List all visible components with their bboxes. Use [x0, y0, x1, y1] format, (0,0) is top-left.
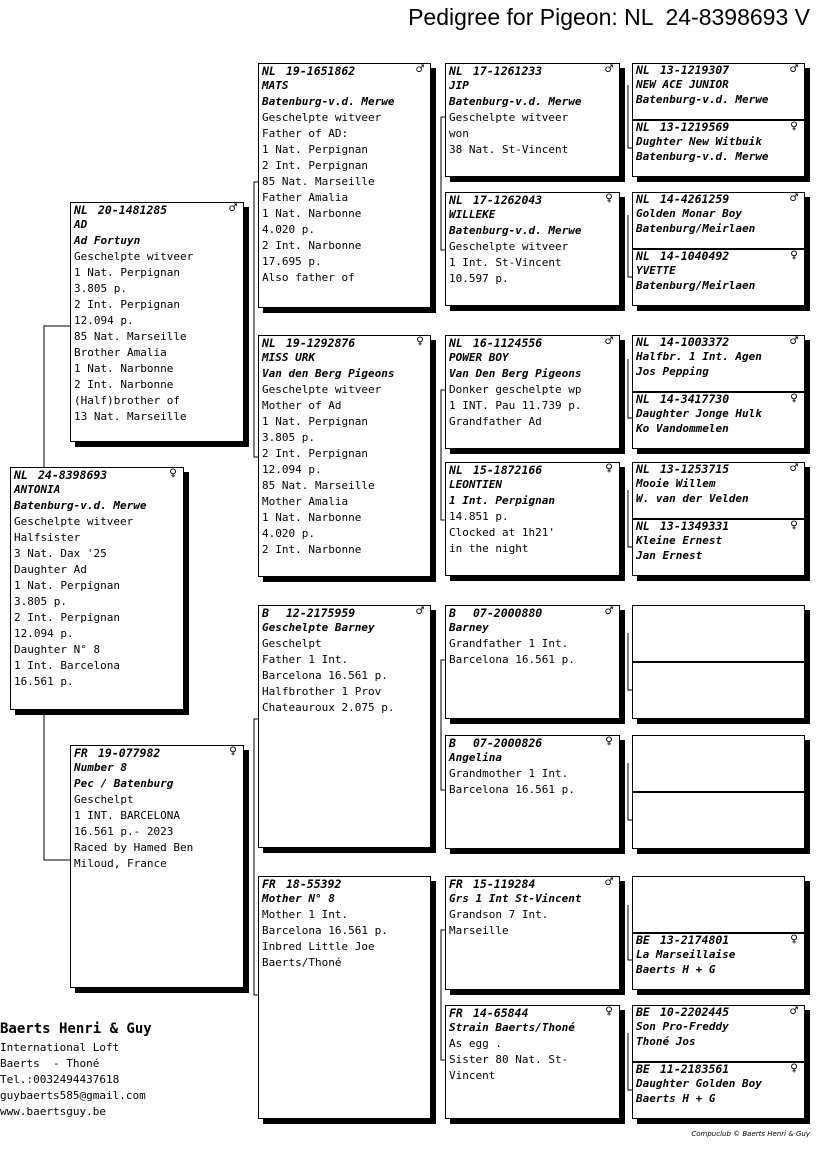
- pigeon-info-line: Batenburg-v.d. Merwe: [14, 499, 147, 512]
- country-code: NL: [636, 392, 650, 406]
- pigeon-card: [632, 1062, 805, 1119]
- pigeon-info-line: 38 Nat. St-Vincent: [449, 143, 569, 156]
- pigeon-card: [632, 120, 805, 177]
- pigeon-info-line: Mother Amalia: [262, 495, 349, 508]
- ring-number: 19-077982: [98, 746, 161, 760]
- pigeon-info-line: Barcelona 16.561 p.: [449, 783, 575, 796]
- pigeon-info-line: LEONTIEN: [449, 478, 502, 491]
- country-code: B: [449, 606, 456, 620]
- pigeon-info-line: 10.597 p.: [449, 272, 509, 285]
- female-icon: ♀: [416, 335, 424, 349]
- male-icon: ♂: [229, 202, 237, 216]
- pigeon-info-line: YVETTE: [636, 264, 676, 277]
- country-code: BE: [636, 1062, 650, 1076]
- pigeon-header: [633, 934, 804, 947]
- pigeon-info-line: Chateauroux 2.075 p.: [262, 701, 395, 714]
- pigeon-card: [70, 202, 244, 442]
- pigeon-card: [258, 335, 431, 577]
- pigeon-info-line: Grs 1 Int St-Vincent: [449, 892, 582, 905]
- pigeon-info-line: Donker geschelpte wp: [449, 383, 582, 396]
- ring-number: 20-1481285: [98, 203, 168, 217]
- pigeon-info-line: La Marseillaise: [636, 948, 736, 961]
- pigeon-info-line: Son Pro-Freddy: [636, 1020, 729, 1033]
- pigeon-card: [258, 63, 431, 308]
- pigeon-card: [632, 519, 805, 576]
- pigeon-info-line: Mother of Ad: [262, 399, 342, 412]
- pigeon-header: [446, 877, 619, 891]
- ring-number: 15-119284: [473, 877, 536, 891]
- ring-number: 14-4261259: [660, 192, 730, 206]
- pigeon-card: [632, 662, 805, 719]
- ring-number: 14-65844: [473, 1006, 529, 1020]
- pigeon-info-line: Geschelpt: [262, 637, 322, 650]
- female-icon: ♀: [605, 462, 613, 476]
- female-icon: ♀: [790, 249, 798, 263]
- pigeon-card: [632, 876, 805, 933]
- pigeon-header: [71, 203, 243, 217]
- country-code: NL: [262, 336, 276, 350]
- pigeon-info-line: 12.094 p.: [262, 463, 322, 476]
- country-code: NL: [74, 203, 88, 217]
- country-code: B: [262, 606, 269, 620]
- pigeon-info-line: Batenburg-v.d. Merwe: [449, 95, 582, 108]
- female-icon: ♀: [605, 1005, 613, 1019]
- pigeon-card: [632, 192, 805, 249]
- country-code: NL: [636, 462, 650, 476]
- female-icon: ♀: [605, 192, 613, 206]
- pigeon-info-line: Batenburg-v.d. Merwe: [262, 95, 395, 108]
- pigeon-info-line: 16.561 p.: [14, 675, 74, 688]
- pigeon-info-line: Daughter Jonge Hulk: [636, 407, 762, 420]
- pigeon-info-line: 1 Nat. Narbonne: [74, 362, 174, 375]
- female-icon: ♀: [169, 467, 177, 481]
- pigeon-info-line: Jan Ernest: [636, 549, 703, 562]
- pigeon-info-line: 3 Nat. Dax '25: [14, 547, 107, 560]
- pigeon-info-line: Kleine Ernest: [636, 534, 723, 547]
- pigeon-info-line: Daughter Ad: [14, 563, 87, 576]
- pigeon-info-line: Grandfather Ad: [449, 415, 542, 428]
- male-icon: ♂: [790, 1005, 798, 1019]
- male-icon: ♂: [416, 63, 424, 77]
- pigeon-info-line: Inbred Little Joe: [262, 940, 375, 953]
- pigeon-info-line: Vincent: [449, 1069, 496, 1082]
- pigeon-info-line: 1 Nat. Perpignan: [262, 415, 368, 428]
- male-icon: ♂: [790, 63, 798, 77]
- pigeon-info-line: Mooie Willem: [636, 477, 716, 490]
- male-icon: ♂: [605, 63, 613, 77]
- pigeon-info-line: 16.561 p.- 2023: [74, 825, 174, 838]
- pigeon-info-line: Number 8: [74, 761, 127, 774]
- male-icon: ♂: [790, 335, 798, 349]
- ring-number: 12-2175959: [286, 606, 356, 620]
- pigeon-info-line: Geschelpt: [74, 793, 134, 806]
- pigeon-card: [445, 876, 620, 990]
- pigeon-info-line: Geschelpte witveer: [74, 250, 194, 263]
- pigeon-card: [632, 735, 805, 792]
- pigeon-info-line: 85 Nat. Marseille: [74, 330, 187, 343]
- ring-number: 13-1253715: [660, 462, 730, 476]
- country-code: FR: [449, 1006, 463, 1020]
- country-code: NL: [636, 249, 650, 263]
- pigeon-info-line: Geschelpte Barney: [262, 621, 375, 634]
- pigeon-info-line: 3.805 p.: [14, 595, 67, 608]
- pigeon-header: [633, 336, 804, 349]
- pigeon-header: [446, 463, 619, 477]
- pigeon-info-line: Batenburg/Meirlaen: [636, 279, 756, 292]
- pigeon-info-line: Batenburg/Meirlaen: [636, 222, 756, 235]
- pigeon-info-line: 2 Int. Narbonne: [74, 378, 174, 391]
- pigeon-card: [258, 876, 431, 1119]
- pigeon-info-line: Ad Fortuyn: [74, 234, 141, 247]
- owner-email[interactable]: guybaerts585@gmail.com: [0, 1089, 146, 1102]
- ring-number: 13-2174801: [660, 933, 730, 947]
- pigeon-info-line: Halfbr. 1 Int. Agen: [636, 350, 762, 363]
- pigeon-info-line: 12.094 p.: [14, 627, 74, 640]
- ring-number: 14-1040492: [660, 249, 730, 263]
- pigeon-info-line: Baerts H + G: [636, 963, 716, 976]
- pigeon-info-line: Father 1 Int.: [262, 653, 349, 666]
- pigeon-info-line: Ko Vandommelen: [636, 422, 729, 435]
- country-code: NL: [449, 64, 463, 78]
- pigeon-info-line: Mother N° 8: [262, 892, 335, 905]
- pigeon-info-line: Grandmother 1 Int.: [449, 767, 569, 780]
- pigeon-info-line: Brother Amalia: [74, 346, 167, 359]
- pigeon-info-line: Angelina: [449, 751, 502, 764]
- male-icon: ♂: [605, 876, 613, 890]
- owner-phone: Tel.:0032494437618: [0, 1073, 120, 1086]
- pigeon-info-line: Pec / Batenburg: [74, 777, 174, 790]
- pigeon-header: [633, 1006, 804, 1019]
- pigeon-info-line: 85 Nat. Marseille: [262, 175, 375, 188]
- pigeon-info-line: Miloud, France: [74, 857, 167, 870]
- pigeon-info-line: Barcelona 16.561 p.: [262, 924, 388, 937]
- ring-number: 18-55392: [286, 877, 342, 891]
- pigeon-info-line: Halfsister: [14, 531, 81, 544]
- pigeon-info-line: Barcelona 16.561 p.: [449, 653, 575, 666]
- pigeon-info-line: Father Amalia: [262, 191, 349, 204]
- pigeon-card: [632, 63, 805, 120]
- male-icon: ♂: [790, 192, 798, 206]
- country-code: BE: [636, 1005, 650, 1019]
- owner-names: Baerts - Thoné: [0, 1057, 100, 1070]
- pigeon-header: [259, 336, 430, 350]
- ring-number: 10-2202445: [660, 1005, 730, 1019]
- pigeon-header: [446, 336, 619, 350]
- pigeon-info-line: Batenburg-v.d. Merwe: [636, 93, 769, 106]
- pigeon-info-line: 4.020 p.: [262, 223, 315, 236]
- pigeon-header: [11, 468, 183, 482]
- ring-number: 24-8398693: [38, 468, 108, 482]
- pigeon-info-line: Baerts H + G: [636, 1092, 716, 1105]
- country-code: FR: [262, 877, 276, 891]
- male-icon: ♂: [605, 335, 613, 349]
- owner-block: [0, 1020, 152, 1120]
- pigeon-info-line: 12.094 p.: [74, 314, 134, 327]
- pigeon-info-line: Barney: [449, 621, 489, 634]
- female-icon: ♀: [790, 120, 798, 134]
- pigeon-info-line: Daughter Golden Boy: [636, 1077, 762, 1090]
- pigeon-info-line: 2 Int. Perpignan: [262, 447, 368, 460]
- pigeon-card: [632, 605, 805, 662]
- pigeon-info-line: 1 INT. BARCELONA: [74, 809, 180, 822]
- pigeon-info-line: Jos Pepping: [636, 365, 709, 378]
- pigeon-info-line: 1 Int. Barcelona: [14, 659, 120, 672]
- pigeon-info-line: Grandfather 1 Int.: [449, 637, 569, 650]
- pigeon-header: [633, 193, 804, 206]
- female-icon: ♀: [790, 933, 798, 947]
- pigeon-info-line: Van Den Berg Pigeons: [449, 367, 582, 380]
- pigeon-header: [71, 746, 243, 760]
- pigeon-card: [258, 605, 431, 848]
- pigeon-header: [633, 463, 804, 476]
- pigeon-card: [445, 1005, 620, 1119]
- pigeon-info-line: Also father of: [262, 271, 355, 284]
- ring-number: 16-1124556: [473, 336, 543, 350]
- ring-number: 07-2000826: [473, 736, 543, 750]
- female-icon: ♀: [790, 1062, 798, 1076]
- country-code: NL: [262, 64, 276, 78]
- pigeon-card: [632, 392, 805, 449]
- pigeon-header: [446, 736, 619, 750]
- male-icon: ♂: [416, 605, 424, 619]
- pigeon-card: [445, 605, 620, 719]
- pigeon-info-line: Golden Monar Boy: [636, 207, 742, 220]
- pigeon-info-line: Halfbrother 1 Prov: [262, 685, 382, 698]
- page-title: Pedigree for Pigeon: NL 24-8398693 V: [408, 4, 810, 30]
- ring-number: 13-1219569: [660, 120, 730, 134]
- pigeon-info-line: Geschelpte witveer: [262, 111, 382, 124]
- owner-loft: International Loft: [0, 1041, 120, 1054]
- ring-number: 07-2000880: [473, 606, 543, 620]
- pigeon-info-line: Mother 1 Int.: [262, 908, 349, 921]
- pigeon-card: [10, 467, 184, 710]
- pigeon-header: [633, 393, 804, 406]
- ring-number: 13-1219307: [660, 63, 730, 77]
- female-icon: ♀: [229, 745, 237, 759]
- pigeon-info-line: ANTONIA: [14, 483, 61, 496]
- software-credit: Compuclub © Baerts Henri & Guy: [691, 1130, 810, 1138]
- pigeon-info-line: Van den Berg Pigeons: [262, 367, 395, 380]
- pigeon-card: [445, 335, 620, 449]
- pigeon-card: [632, 462, 805, 519]
- pigeon-info-line: JIP: [449, 79, 469, 92]
- pigeon-card: [445, 462, 620, 576]
- female-icon: ♀: [790, 519, 798, 533]
- pigeon-info-line: 14.851 p.: [449, 510, 509, 523]
- pigeon-card: [632, 792, 805, 849]
- pigeon-info-line: 1 Nat. Narbonne: [262, 511, 362, 524]
- pigeon-info-line: 2 Int. Perpignan: [262, 159, 368, 172]
- ring-number: 17-1262043: [473, 193, 543, 207]
- country-code: NL: [449, 193, 463, 207]
- pigeon-header: [446, 193, 619, 207]
- ring-number: 17-1261233: [473, 64, 543, 78]
- country-code: NL: [636, 120, 650, 134]
- pigeon-info-line: 13 Nat. Marseille: [74, 410, 187, 423]
- pigeon-info-line: POWER BOY: [449, 351, 509, 364]
- country-code: B: [449, 736, 456, 750]
- pigeon-info-line: 1 Nat. Perpignan: [14, 579, 120, 592]
- pigeon-info-line: 2 Int. Perpignan: [74, 298, 180, 311]
- country-code: NL: [636, 519, 650, 533]
- pigeon-info-line: MATS: [262, 79, 289, 92]
- pigeon-info-line: in the night: [449, 542, 529, 555]
- country-code: NL: [636, 335, 650, 349]
- owner-website[interactable]: www.baertsguy.be: [0, 1105, 106, 1118]
- pigeon-info-line: Sister 80 Nat. St-: [449, 1053, 569, 1066]
- pigeon-info-line: 2 Int. Perpignan: [14, 611, 120, 624]
- country-code: FR: [74, 746, 88, 760]
- pigeon-header: [633, 1063, 804, 1076]
- pigeon-info-line: Geschelpte witveer: [14, 515, 134, 528]
- pigeon-info-line: Clocked at 1h21': [449, 526, 555, 539]
- pigeon-info-line: 1 Int. St-Vincent: [449, 256, 562, 269]
- pigeon-card: [445, 735, 620, 849]
- pigeon-info-line: W. van der Velden: [636, 492, 749, 505]
- pigeon-header: [633, 64, 804, 77]
- pigeon-header: [446, 1006, 619, 1020]
- ring-number: 15-1872166: [473, 463, 543, 477]
- ring-number: 14-3417730: [660, 392, 730, 406]
- ring-number: 19-1651862: [286, 64, 356, 78]
- pigeon-info-line: 2 Int. Narbonne: [262, 543, 362, 556]
- pigeon-info-line: Batenburg-v.d. Merwe: [449, 224, 582, 237]
- ring-number: 11-2183561: [660, 1062, 730, 1076]
- country-code: NL: [449, 336, 463, 350]
- pigeon-header: [259, 877, 430, 891]
- pigeon-info-line: Dughter New Witbuik: [636, 135, 762, 148]
- pigeon-info-line: NEW ACE JUNIOR: [636, 78, 729, 91]
- pigeon-info-line: MISS URK: [262, 351, 315, 364]
- pigeon-info-line: 4.020 p.: [262, 527, 315, 540]
- pigeon-header: [446, 606, 619, 620]
- pigeon-info-line: Strain Baerts/Thoné: [449, 1021, 575, 1034]
- pigeon-info-line: Geschelpte witveer: [449, 240, 569, 253]
- pigeon-info-line: Barcelona 16.561 p.: [262, 669, 388, 682]
- pigeon-info-line: Marseille: [449, 924, 509, 937]
- pigeon-info-line: As egg .: [449, 1037, 502, 1050]
- pigeon-info-line: 2 Int. Narbonne: [262, 239, 362, 252]
- pigeon-info-line: Geschelpte witveer: [449, 111, 569, 124]
- ring-number: 13-1349331: [660, 519, 730, 533]
- ring-number: 14-1003372: [660, 335, 730, 349]
- ring-number: 19-1292876: [286, 336, 356, 350]
- country-code: NL: [14, 468, 28, 482]
- pigeon-card: [70, 745, 244, 988]
- pigeon-card: [632, 933, 805, 990]
- country-code: NL: [449, 463, 463, 477]
- country-code: NL: [636, 192, 650, 206]
- pigeon-info-line: 1 Nat. Narbonne: [262, 207, 362, 220]
- female-icon: ♀: [605, 735, 613, 749]
- pigeon-card: [632, 249, 805, 306]
- pigeon-header: [259, 64, 430, 78]
- pigeon-header: [446, 64, 619, 78]
- pigeon-info-line: 17.695 p.: [262, 255, 322, 268]
- pigeon-info-line: 85 Nat. Marseille: [262, 479, 375, 492]
- pigeon-info-line: Father of AD:: [262, 127, 349, 140]
- pigeon-header: [633, 250, 804, 263]
- owner-name: Baerts Henri & Guy: [0, 1021, 152, 1037]
- pigeon-header: [259, 606, 430, 620]
- pigeon-header: [633, 121, 804, 134]
- pigeon-info-line: 3.805 p.: [74, 282, 127, 295]
- male-icon: ♂: [605, 605, 613, 619]
- pigeon-card: [445, 63, 620, 177]
- pigeon-info-line: Batenburg-v.d. Merwe: [636, 150, 769, 163]
- pigeon-info-line: Geschelpte witveer: [262, 383, 382, 396]
- country-code: BE: [636, 933, 650, 947]
- pigeon-info-line: won: [449, 127, 469, 140]
- pigeon-info-line: 1 Int. Perpignan: [449, 494, 555, 507]
- country-code: NL: [636, 63, 650, 77]
- male-icon: ♂: [790, 462, 798, 476]
- pigeon-info-line: 1 Nat. Perpignan: [74, 266, 180, 279]
- pigeon-card: [632, 1005, 805, 1062]
- pigeon-info-line: 3.805 p.: [262, 431, 315, 444]
- pigeon-header: [633, 520, 804, 533]
- pigeon-info-line: 1 INT. Pau 11.739 p.: [449, 399, 582, 412]
- pigeon-info-line: Thoné Jos: [636, 1035, 696, 1048]
- country-code: FR: [449, 877, 463, 891]
- pigeon-card: [632, 335, 805, 392]
- female-icon: ♀: [790, 392, 798, 406]
- pigeon-card: [445, 192, 620, 306]
- pigeon-info-line: WILLEKE: [449, 208, 496, 221]
- pigeon-info-line: Grandson 7 Int.: [449, 908, 549, 921]
- pigeon-info-line: 1 Nat. Perpignan: [262, 143, 368, 156]
- pigeon-info-line: (Half)brother of: [74, 394, 180, 407]
- pigeon-info-line: Daughter N° 8: [14, 643, 101, 656]
- pigeon-info-line: Raced by Hamed Ben: [74, 841, 194, 854]
- pigeon-info-line: Baerts/Thoné: [262, 956, 342, 969]
- pigeon-info-line: AD: [74, 218, 88, 231]
